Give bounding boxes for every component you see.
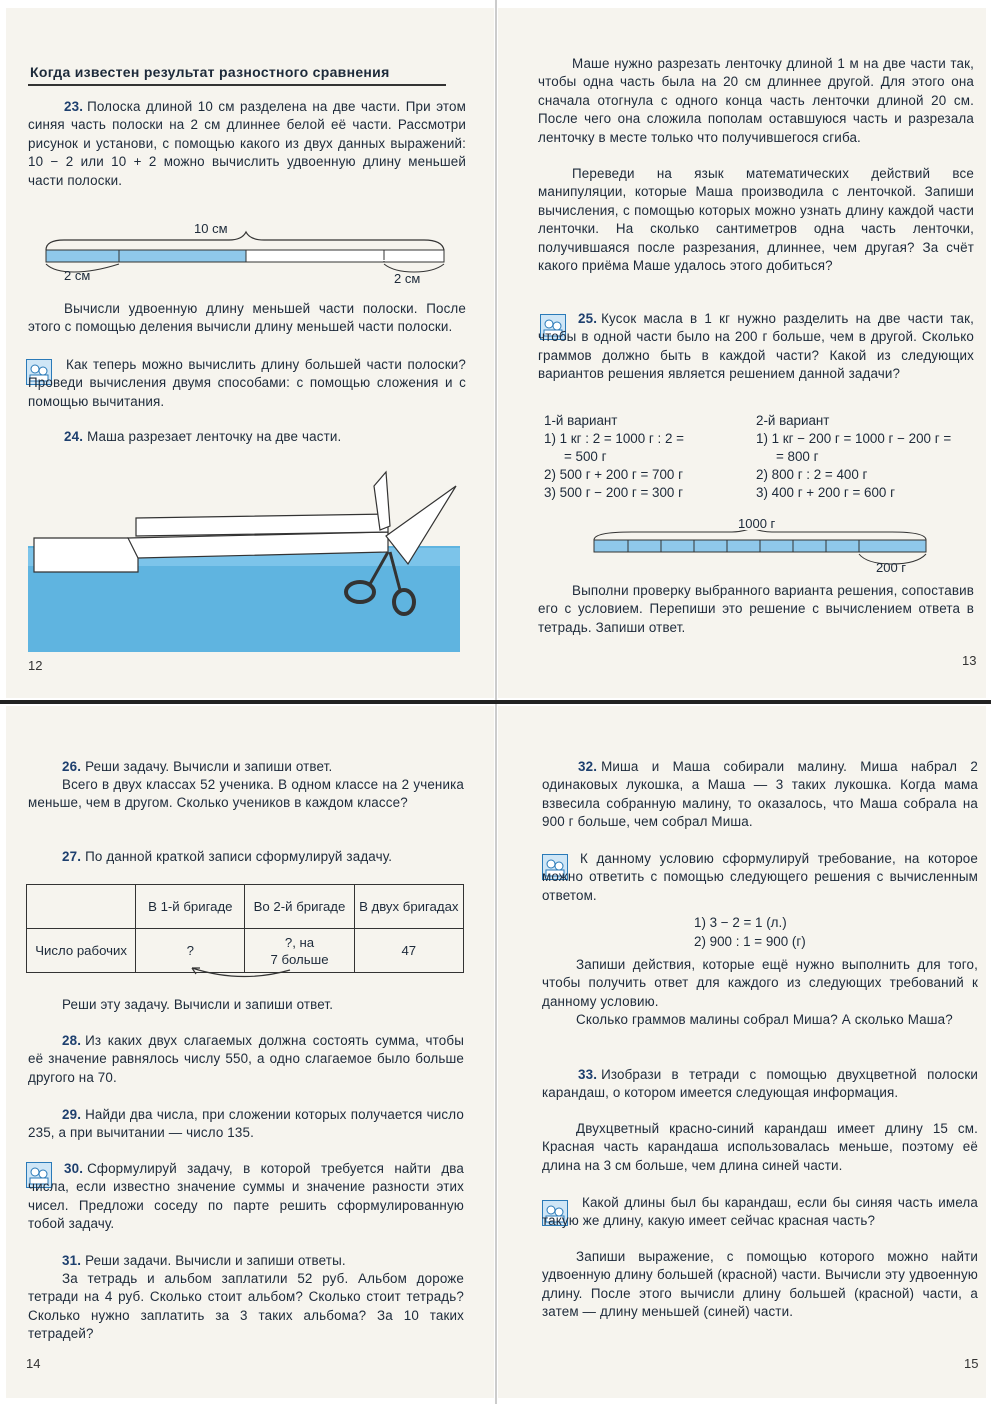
ribbon-upper bbox=[136, 514, 388, 536]
problem-31 bbox=[28, 1252, 464, 1270]
empty-cell bbox=[27, 885, 136, 929]
problem-number: 26. bbox=[62, 759, 82, 774]
cell-brigade-2-line-1: ?, на bbox=[284, 934, 315, 950]
problem-33-b: Двухцветный красно-синий карандаш имеет длину 15 см. Красная часть карандаша использовалась меньше, поэтому её длина на 3 см больше, чем длина синей части. bbox=[542, 1121, 978, 1173]
blue-part bbox=[46, 250, 246, 262]
problem-23 bbox=[28, 98, 466, 190]
problem-text: Из каких двух слагаемых должна состоять сумма, чтобы её значение равнялось числу 550, а одно слагаемое было больше другого на 70. bbox=[28, 1033, 464, 1085]
variant-1-line-3: 2) 500 г + 200 г = 700 г bbox=[544, 467, 683, 482]
variant-1-title: 1-й вариант bbox=[544, 413, 618, 428]
problem-33-d: Запиши выражение, с помощью которого можно найти удвоенную длину большей (красной) части. Вычисли эту удвоенную длину. После этого вычисли длину большей (красной) части, а затем — длину меньшей (синей) части. bbox=[542, 1249, 978, 1320]
problem-number: 28. bbox=[62, 1033, 82, 1048]
problem-number: 27. bbox=[62, 849, 82, 864]
variant-2-title: 2-й вариант bbox=[756, 413, 830, 428]
brace-top bbox=[46, 232, 444, 250]
white-part bbox=[246, 250, 444, 262]
variant-2-line-4: 3) 400 г + 200 г = 600 г bbox=[756, 485, 895, 500]
problem-number: 29. bbox=[62, 1107, 82, 1122]
page-14 bbox=[6, 706, 494, 1398]
problem-23-c: Как теперь можно вычислить длину большей части полоски? Проведи вычисления двумя способами: с помощью сложения и с помощью вычитания. bbox=[28, 357, 466, 409]
problem-25 bbox=[538, 310, 974, 384]
spread-divider-vertical-top bbox=[495, 0, 497, 700]
problem-29 bbox=[28, 1106, 464, 1143]
problem-number: 24. bbox=[64, 429, 84, 444]
cell-total: 47 bbox=[354, 929, 463, 973]
brigade-table bbox=[26, 884, 464, 973]
problem-text: Реши задачу. Вычисли и запиши ответ. bbox=[85, 759, 333, 774]
variant-1-line-4: 3) 500 г − 200 г = 300 г bbox=[544, 485, 683, 500]
problem-32 bbox=[542, 758, 978, 832]
problem-23-b: Вычисли удвоенную длину меньшей части полоски. После этого с помощью деления вычисли длину меньшей части полоски. bbox=[28, 301, 466, 335]
problem-text: По данной краткой записи сформулируй задачу. bbox=[85, 849, 393, 864]
spread-divider-vertical-bottom bbox=[495, 704, 497, 1404]
problem-number: 32. bbox=[578, 759, 598, 774]
problem-text: Сформулируй задачу, в которой требуется найти два числа, если известно значение суммы и значение разности этих чисел. Предложи соседу по парте решить сформулированную тобой задачу. bbox=[28, 1161, 464, 1232]
problem-number: 30. bbox=[64, 1161, 84, 1176]
comparison-arrow bbox=[186, 964, 296, 984]
problem-number: 23. bbox=[64, 99, 84, 114]
page-15 bbox=[498, 706, 986, 1398]
problem-text: Полоска длиной 10 см разделена на две части. При этом синяя часть полоски на 2 см длиннее белой её части. Рассмотри рисунок и установи, с помощью какого из двух данных выражений: 10 − 2 или 10 + 2 можно вычислить удвоенную длину меньшей части полоски. bbox=[28, 99, 466, 188]
problem-27 bbox=[28, 848, 464, 866]
header-brigade-1: В 1-й бригаде bbox=[136, 885, 245, 929]
problem-32-c: Запиши действия, которые ещё нужно выполнить для того, чтобы получить ответ для каждого из следующих требований к данному условию. bbox=[542, 957, 978, 1009]
problem-26 bbox=[28, 758, 464, 776]
header-brigade-2: Во 2-й бригаде bbox=[245, 885, 354, 929]
ribbon-scissors-illustration bbox=[28, 466, 460, 652]
problem-text: Кусок масла в 1 кг нужно разделить на две части так, чтобы в одной части было на 200 г больше, чем в другой. Сколько граммов должно быть в каждой части? Какой из следующих вариантов решения является решением данной задачи? bbox=[538, 311, 974, 382]
problem-31-b: За тетрадь и альбом заплатили 52 руб. Альбом дороже тетради на 4 руб. Сколько стоит альбом? Сколько стоит тетрадь? Сколько нужно заплатить за 3 таких альбома? За 10 таких тетрадей? bbox=[28, 1271, 464, 1342]
page-number: 12 bbox=[28, 658, 43, 673]
problem-text: Маша разрезает ленточку на две части. bbox=[87, 429, 342, 444]
variant-2-line-1: 1) 1 кг − 200 г = 1000 г − 200 г = bbox=[756, 431, 952, 446]
solution-step-1: 1) 3 − 2 = 1 (л.) bbox=[694, 915, 787, 930]
ribbon-text: Маше нужно разрезать ленточку длиной 1 м на две части так, чтобы одна часть была на 20 см длиннее другой. Для этого она сначала отогнула с одного конца часть ленточки длиной 20 см. После чего она сложила пополам оставшуюся часть и разрезала ленточку в месте только что получившегося сгиба. bbox=[538, 56, 974, 145]
problem-text: Миша и Маша собирали малину. Миша набрал 2 одинаковых лукошка, а Маша — 3 таких лукошка. Когда мама взвесила собранную малину, то оказалось, что Маша собрала на 900 г больше, чем собрал Миша. bbox=[542, 759, 978, 830]
problem-28 bbox=[28, 1032, 464, 1087]
translate-text: Переведи на язык математических действий все манипуляции, которые Маша производила с ленточкой. Запиши вычисления, с помощью которых можно узнать длину каждой части ленточки. На сколько сантиметров одна часть ленточки, получившаяся после разрезания, длиннее, чем другая? За счёт какого приёма Маше удалось этого добиться? bbox=[538, 166, 974, 274]
problem-32-d: Сколько граммов малины собрал Миша? А сколько Маша? bbox=[576, 1012, 953, 1027]
problem-30 bbox=[28, 1160, 464, 1234]
problem-24 bbox=[28, 428, 466, 446]
page-13 bbox=[498, 8, 986, 698]
ribbon-lower bbox=[34, 538, 138, 572]
strip-right-label: 2 см bbox=[394, 271, 421, 286]
butter-total-label: 1000 г bbox=[738, 516, 776, 531]
page-number: 15 bbox=[964, 1356, 979, 1371]
variant-1-line-1: 1) 1 кг : 2 = 1000 г : 2 = bbox=[544, 431, 684, 446]
butter-part-label: 200 г bbox=[876, 560, 907, 575]
problem-number: 25. bbox=[578, 311, 598, 326]
section-heading: Когда известен результат разностного сравнения bbox=[30, 64, 390, 80]
problem-26-b: Всего в двух классах 52 ученика. В одном классе на 2 ученика меньше, чем в другом. Сколько учеников в каждом классе? bbox=[28, 777, 464, 811]
problem-32-b: К данному условию сформулируй требование, на которое можно ответить с помощью следующего решения с вычисленным ответом. bbox=[542, 851, 978, 903]
page-number: 13 bbox=[962, 653, 977, 668]
variant-2-line-3: 2) 800 г : 2 = 400 г bbox=[756, 467, 868, 482]
heading-underline bbox=[28, 84, 446, 86]
problem-text: Реши задачи. Вычисли и запиши ответы. bbox=[85, 1253, 346, 1268]
cell-brigade-1: ? bbox=[136, 929, 245, 973]
variant-1-line-2: = 500 г bbox=[564, 449, 607, 464]
page-12 bbox=[6, 8, 494, 698]
check-text: Выполни проверку выбранного варианта решения, сопоставив его с условием. Перепиши это решение с вычислением ответа в тетрадь. Запиши ответ. bbox=[538, 583, 974, 635]
problem-text: Изобрази в тетради с помощью двухцветной полоски карандаш, о котором имеется следующая информация. bbox=[542, 1067, 978, 1101]
strip-total-label: 10 см bbox=[194, 221, 228, 236]
problem-number: 33. bbox=[578, 1067, 598, 1082]
header-total: В двух бригадах bbox=[354, 885, 463, 929]
strip-left-label: 2 см bbox=[64, 268, 91, 283]
row-label: Число рабочих bbox=[27, 929, 136, 973]
problem-27-b: Реши эту задачу. Вычисли и запиши ответ. bbox=[62, 997, 334, 1012]
variant-2-line-2: = 800 г bbox=[776, 449, 819, 464]
problem-text: Найди два числа, при сложении которых получается число 235, а при вычитании — число 135. bbox=[28, 1107, 464, 1141]
problem-33-c: Какой длины был бы карандаш, если бы синяя часть имела такую же длину, какую имеет сейчас красная часть? bbox=[542, 1195, 978, 1229]
solution-step-2: 2) 900 : 1 = 900 (г) bbox=[694, 934, 806, 949]
page-number: 14 bbox=[26, 1356, 41, 1371]
problem-number: 31. bbox=[62, 1253, 82, 1268]
problem-33 bbox=[542, 1066, 978, 1103]
cell-brigade-2-line-2: 7 больше bbox=[270, 951, 329, 967]
